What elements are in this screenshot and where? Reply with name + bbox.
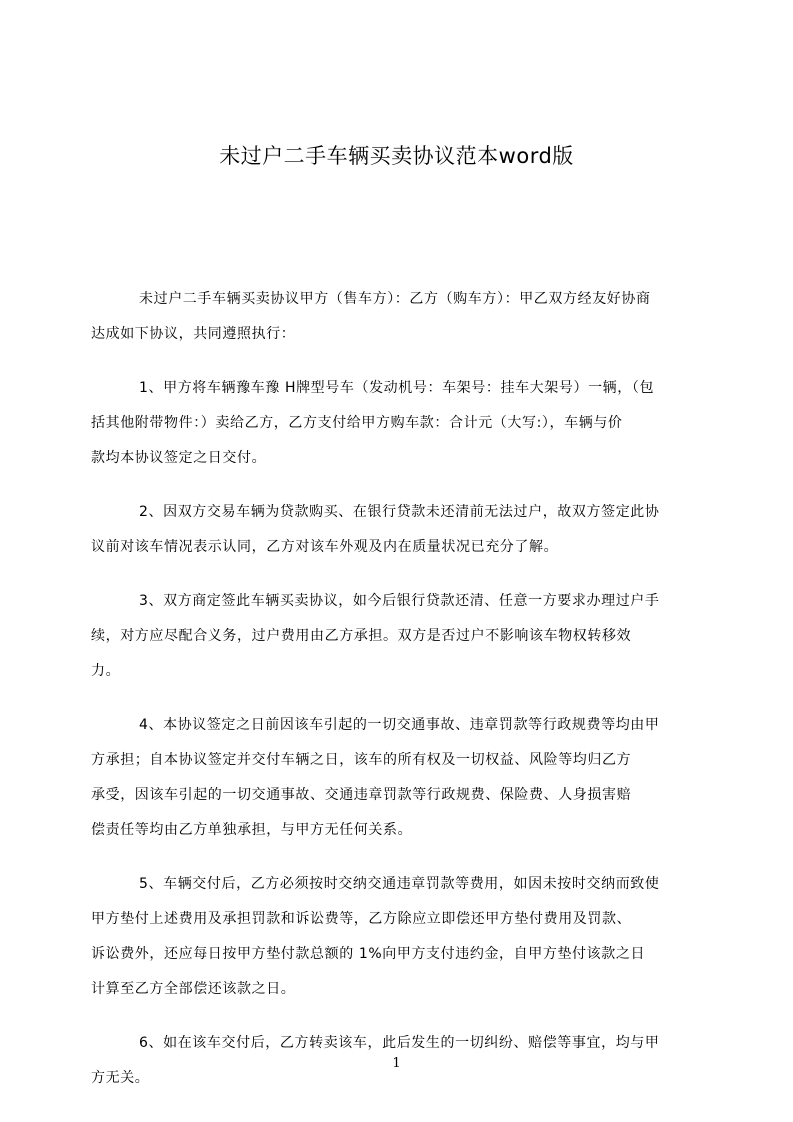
paragraph-line: 甲方垫付上述费用及承担罚款和诉讼费等，乙方除应立即偿还甲方垫付费用及罚款、 xyxy=(91,911,632,927)
paragraph-line: 款均本协议签定之日交付。 xyxy=(91,450,267,466)
paragraph-intro xyxy=(0,282,793,352)
clause-3 xyxy=(0,584,793,689)
document-body xyxy=(0,282,793,1096)
paragraph-line: 达成如下协议，共同遵照执行： xyxy=(91,326,296,342)
paragraph-line: 2、因双方交易车辆为贷款购买、在银行贷款未还清前无法过户，故双方签定此协 xyxy=(139,504,660,520)
page-number: 1 xyxy=(392,1056,401,1071)
paragraph-line: 3、双方商定签此车辆买卖协议，如今后银行贷款还清、任意一方要求办理过户手 xyxy=(139,593,660,609)
paragraph-line: 方承担；自本协议签定并交付车辆之日，该车的所有权及一切权益、风险等均归乙方 xyxy=(91,752,632,768)
clause-1 xyxy=(0,371,793,476)
document-title: 未过户二手车辆买卖协议范本word版 xyxy=(219,144,574,168)
paragraph-line: 诉讼费外，还应每日按甲方垫付款总额的 1%向甲方支付违约金，自甲方垫付该款之日 xyxy=(91,946,646,962)
paragraph-line: 议前对该车情况表示认同，乙方对该车外观及内在质量状况已充分了解。 xyxy=(91,539,559,555)
paragraph-line: 计算至乙方全部偿还该款之日。 xyxy=(91,981,296,997)
paragraph-line: 4、本协议签定之日前因该车引起的一切交通事故、违章罚款等行政规费等均由甲 xyxy=(139,717,660,733)
paragraph-line: 1、甲方将车辆豫车豫 H牌型号车（发动机号：车架号：挂车大架号）一辆，（包 xyxy=(139,380,655,396)
paragraph-line: 5、车辆交付后，乙方必须按时交纳交通违章罚款等费用，如因未按时交纳而致使 xyxy=(139,876,660,892)
paragraph-line: 偿责任等均由乙方单独承担，与甲方无任何关系。 xyxy=(91,822,413,838)
paragraph-line: 承受，因该车引起的一切交通事故、交通违章罚款等行政规费、保险费、人身损害赔 xyxy=(91,787,632,803)
paragraph-line: 括其他附带物件：）卖给乙方，乙方支付给甲方购车款：合计元（大写:），车辆与价 xyxy=(91,415,623,431)
clause-4 xyxy=(0,708,793,848)
paragraph-line: 方无关。 xyxy=(91,1070,150,1086)
clause-5 xyxy=(0,867,793,1007)
clause-2 xyxy=(0,495,793,565)
paragraph-line: 未过户二手车辆买卖协议甲方（售车方）：乙方（购车方）：甲乙双方经友好协商 xyxy=(139,291,651,307)
paragraph-line: 6、如在该车交付后，乙方转卖该车，此后发生的一切纠纷、赔偿等事宜，均与甲 xyxy=(139,1035,660,1051)
paragraph-line: 力。 xyxy=(91,663,121,679)
paragraph-line: 续，对方应尽配合义务，过户费用由乙方承担。双方是否过户不影响该车物权转移效 xyxy=(91,628,632,644)
